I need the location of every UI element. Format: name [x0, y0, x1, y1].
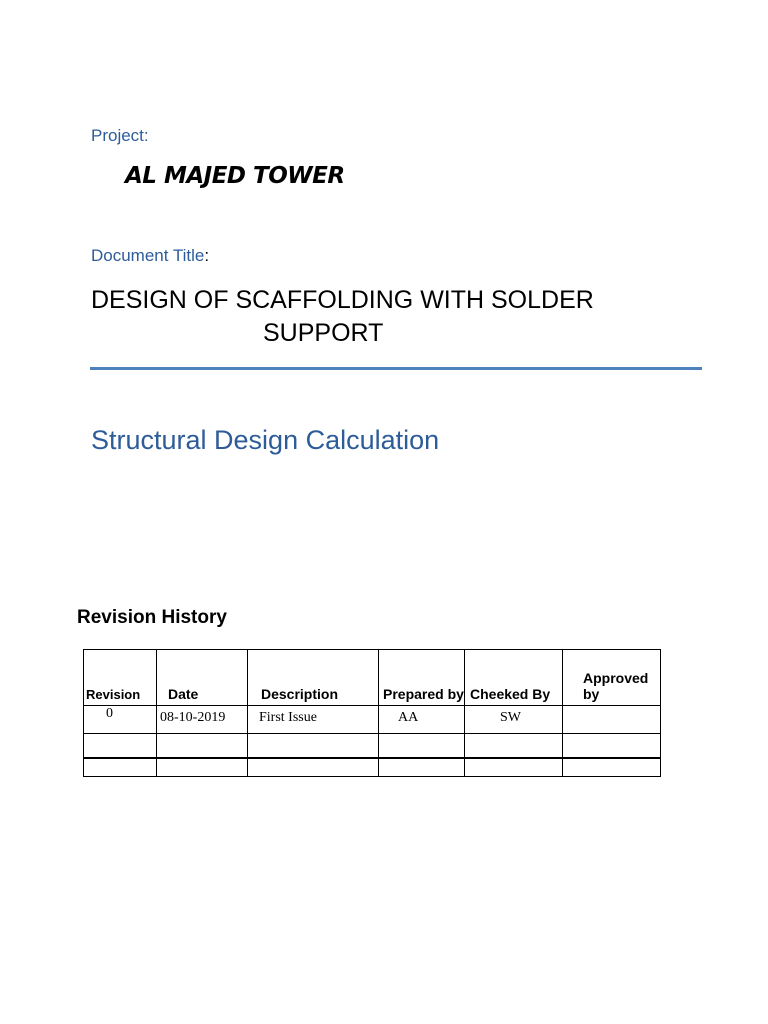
cell-revision — [84, 758, 157, 777]
document-subtitle: Structural Design Calculation — [91, 425, 440, 455]
document-title — [91, 284, 651, 350]
revision-history-heading: Revision History — [77, 607, 227, 628]
table-row — [84, 706, 661, 734]
cell-revision — [84, 734, 157, 759]
cell-revision: 0 — [84, 706, 157, 734]
cell-approved-by — [563, 734, 661, 759]
table-row — [84, 734, 661, 759]
cell-prepared-by — [379, 758, 465, 777]
cell-description — [248, 734, 379, 759]
document-title-line-2: SUPPORT — [263, 319, 384, 347]
column-header-revision: Revision — [84, 650, 157, 706]
cell-prepared-by: AA — [379, 706, 465, 734]
document-title-label — [91, 246, 209, 266]
document-title-label-colon: : — [204, 246, 210, 265]
revision-history-table — [83, 649, 661, 777]
project-label: Project: — [91, 126, 149, 145]
cell-description — [248, 758, 379, 777]
column-header-prepared-by: Prepared by — [379, 650, 465, 706]
column-header-checked-by: Cheeked By — [465, 650, 563, 706]
cell-date: 08-10-2019 — [157, 706, 248, 734]
project-name: AL MAJED TOWER — [125, 163, 345, 189]
cell-approved-by — [563, 758, 661, 777]
table-header-row — [84, 650, 661, 706]
title-divider — [90, 367, 702, 370]
column-header-approved-by: Approved by — [563, 650, 661, 706]
cell-checked-by — [465, 758, 563, 777]
document-title-line-1: DESIGN OF SCAFFOLDING WITH SOLDER — [91, 286, 594, 314]
cell-checked-by: SW — [465, 706, 563, 734]
cell-checked-by — [465, 734, 563, 759]
cell-date — [157, 734, 248, 759]
document-title-label-text: Document Title — [91, 246, 205, 265]
cell-prepared-by — [379, 734, 465, 759]
cell-description: First Issue — [248, 706, 379, 734]
table-row — [84, 758, 661, 777]
cell-approved-by — [563, 706, 661, 734]
column-header-date: Date — [157, 650, 248, 706]
cell-date — [157, 758, 248, 777]
column-header-description: Description — [248, 650, 379, 706]
